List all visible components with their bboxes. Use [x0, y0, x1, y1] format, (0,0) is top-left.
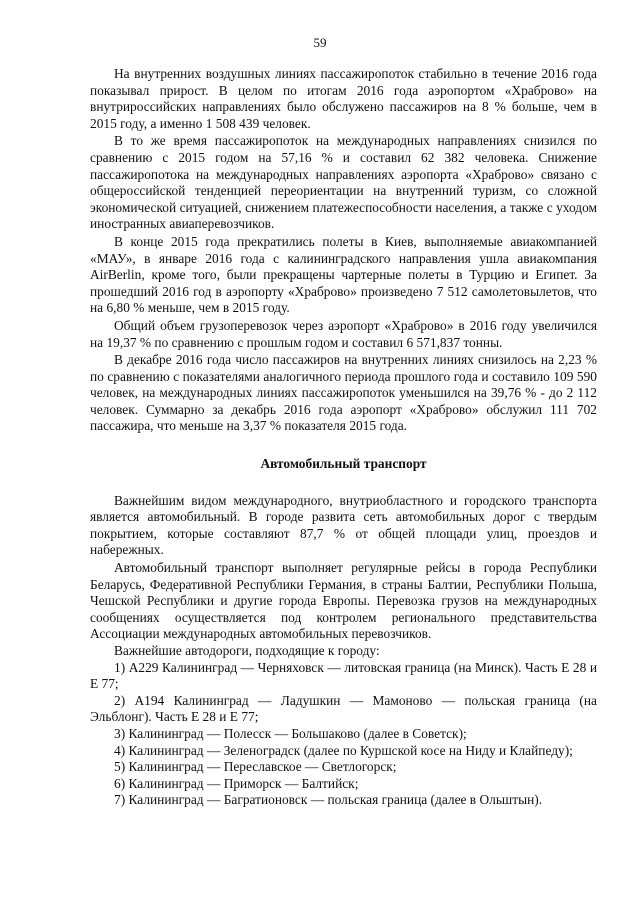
paragraph: Общий объем грузоперевозок через аэропорт «Храброво» в 2016 году увеличился на 19,37 % по сравнению с прошлым годом и составил 6 571,837 тонны.	[90, 317, 597, 350]
road-list-item: 4) Калининград — Зеленоградск (далее по Куршской косе на Ниду и Клайпеду);	[114, 742, 573, 758]
paragraph: Важнейшим видом международного, внутриобластного и городского транспорта является автомобильный. В городе развита сеть автомобильных дорог с твердым покрытием, которые составляют 87,7 % от общей площади улиц, проездов и набережных.	[90, 492, 597, 558]
page-number: 59	[313, 35, 327, 50]
paragraph: Важнейшие автодороги, подходящие к городу:	[114, 643, 380, 658]
road-list-item: 5) Калининград — Переславское — Светлогорск;	[114, 759, 397, 775]
paragraph: В то же время пассажиропоток на международных направлениях снизился по сравнению с 2015 годом на 57,16 % и составил 62 382 человека. Снижение пассажиропотока на международных направлениях аэропорта «Храброво» связано с общероссийской тенденцией переориентации на внутренний туризм, со сложной экономической ситуацией, снижением платежеспособности населения, а также с уходом иностранных авиаперевозчиков.	[90, 133, 597, 232]
paragraph: На внутренних воздушных линиях пассажиропоток стабильно в течение 2016 года показывал прирост. В целом по итогам 2016 года аэропортом «Храброво» на внутрироссийских направлениях было обслужено пассажиров на 8 % больше, чем в 2015 году, а именно 1 508 439 человек.	[90, 66, 597, 131]
document-body	[90, 66, 597, 809]
road-list-item: 1) А229 Калининград — Черняховск — литовская граница (на Минск). Часть E 28 и E 77;	[90, 659, 597, 692]
paragraph: Автомобильный транспорт выполняет регулярные рейсы в города Республики Беларусь, Федеративной Республики Германия, в страны Балтии, Республики Польша, Чешской Республики и другие города Европы. Перевозка грузов на международных сообщениях осуществляется под контролем регионального представительства Ассоциации международных автомобильных перевозчиков.	[90, 560, 597, 642]
road-list-item: 2) А194 Калининград — Ладушкин — Мамоново — польская граница (на Эльблонг). Часть E 28 и E 77;	[90, 692, 597, 725]
paragraph: В декабре 2016 года число пассажиров на внутренних линиях снизилось на 2,23 % по сравнению с показателями аналогичного периода прошлого года и составило 109 590 человек, на международных линиях пассажиропоток уменьшился на 39,76 % - до 2 112 человек. Суммарно за декабрь 2016 года аэропорт «Храброво» обслужил 111 702 пассажира, что меньше на 3,37 % показателя 2015 года.	[90, 352, 597, 434]
road-list-item: 7) Калининград — Багратионовск — польская граница (далее в Ольштын).	[114, 792, 543, 808]
road-list-item: 6) Калининград — Приморск — Балтийск;	[114, 775, 359, 791]
road-list-item: 3) Калининград — Полесск — Большаково (далее в Советск);	[114, 725, 467, 741]
section-heading: Автомобильный транспорт	[260, 456, 427, 472]
paragraph: В конце 2015 года прекратились полеты в Киев, выполняемые авиакомпанией «МАУ», в январе 2016 года с калининградского направления ушла авиакомпания AirBerlin, кроме того, были прекращены чартерные полеты в Турцию и Египет. За прошедший 2016 год в аэропорту «Храброво» произведено 7 512 самолетовылетов, что на 6,80 % меньше, чем в 2015 году.	[90, 233, 597, 316]
